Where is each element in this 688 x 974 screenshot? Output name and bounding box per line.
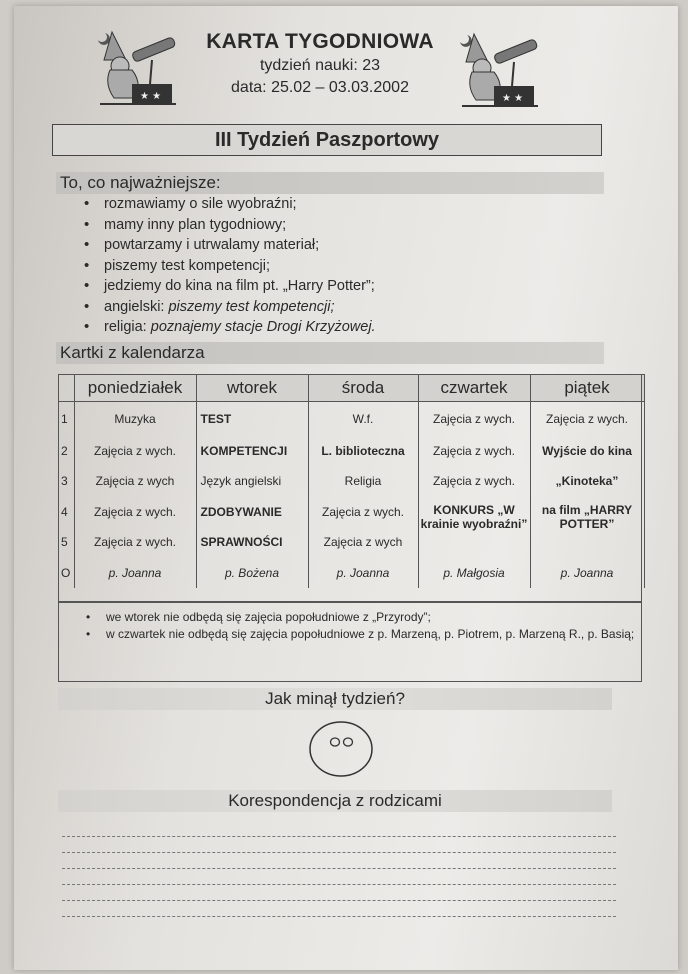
list-item: • we wtorek nie odbędą się zajęcia popołudniowe z „Przyrody”; xyxy=(84,609,644,626)
lesson-number: 4 xyxy=(58,497,74,528)
table-cell: Zajęcia z wych. xyxy=(74,436,196,467)
day-header: czwartek xyxy=(418,375,530,402)
table-cell: Zajęcia z wych. xyxy=(74,497,196,528)
lesson-number: 3 xyxy=(58,466,74,497)
day-header: wtorek xyxy=(196,375,308,402)
list-item: • w czwartek nie odbędą się zajęcia popołudniowe z p. Marzeną, p. Piotrem, p. Marzeną R., p. Basią; xyxy=(84,626,644,643)
writing-line[interactable] xyxy=(62,868,616,869)
table-cell: KOMPETENCJI xyxy=(196,436,308,467)
table-cell: KONKURS „W krainie wyobraźni” xyxy=(418,497,530,558)
table-cell: Muzyka xyxy=(74,402,196,436)
table-cell: Zajęcia z wych. xyxy=(74,527,196,558)
table-row xyxy=(58,558,644,589)
table-cell: TEST xyxy=(196,402,308,436)
list-item: • angielski: piszemy test kompetencji; xyxy=(84,297,376,318)
table-cell: „Kinoteka” xyxy=(530,466,644,497)
table-cell: Zajęcia z wych. xyxy=(530,402,644,436)
teacher-cell: p. Bożena xyxy=(196,558,308,589)
list-item: • mamy inny plan tygodniowy; xyxy=(84,215,376,236)
day-header: piątek xyxy=(530,375,644,402)
date-range: data: 25.02 – 03.03.2002 xyxy=(231,79,409,96)
writing-line[interactable] xyxy=(62,884,616,885)
table-cell: W.f. xyxy=(308,402,418,436)
table-cell: SPRAWNOŚCI xyxy=(196,527,308,558)
row-number-header xyxy=(58,375,74,402)
writing-line[interactable] xyxy=(62,900,616,901)
table-cell: L. biblioteczna xyxy=(308,436,418,467)
table-cell: Zajęcia z wych. xyxy=(308,497,418,528)
table-cell: ZDOBYWANIE xyxy=(196,497,308,528)
svg-text:★ ★: ★ ★ xyxy=(140,91,162,102)
table-cell: Religia xyxy=(308,466,418,497)
list-item: • piszemy test kompetencji; xyxy=(84,256,376,277)
lesson-number: 2 xyxy=(58,436,74,467)
correspondence-heading: Korespondencja z rodzicami xyxy=(58,790,612,812)
list-item: • jedziemy do kina na film pt. „Harry Potter”; xyxy=(84,276,376,297)
table-row xyxy=(58,466,644,497)
week-banner: III Tydzień Paszportowy xyxy=(52,124,602,156)
table-cell: Wyjście do kina xyxy=(530,436,644,467)
table-row xyxy=(58,402,644,436)
wizard-telescope-icon xyxy=(90,26,186,110)
list-item: • powtarzamy i utrwalamy materiał; xyxy=(84,235,376,256)
table-row xyxy=(58,497,644,528)
svg-text:★ ★: ★ ★ xyxy=(502,93,524,104)
table-cell: Zajęcia z wych. xyxy=(418,436,530,467)
calendar-heading: Kartki z kalendarza xyxy=(56,342,604,364)
writing-line[interactable] xyxy=(62,852,616,853)
important-list xyxy=(84,194,376,338)
notes-list xyxy=(84,609,644,643)
table-cell: Zajęcia z wych. xyxy=(418,466,530,497)
schedule-table xyxy=(58,374,645,588)
important-heading: To, co najważniejsze: xyxy=(56,172,604,194)
table-row xyxy=(58,436,644,467)
table-cell: Zajęcia z wych xyxy=(308,527,418,558)
page-title: KARTA TYGODNIOWA xyxy=(206,30,434,53)
teacher-cell: p. Joanna xyxy=(308,558,418,589)
teacher-cell: p. Joanna xyxy=(74,558,196,589)
face-drawing-icon xyxy=(308,720,374,778)
writing-line[interactable] xyxy=(62,836,616,837)
list-item: • rozmawiamy o sile wyobraźni; xyxy=(84,194,376,215)
table-cell: Zajęcia z wych xyxy=(74,466,196,497)
teacher-cell: p. Joanna xyxy=(530,558,644,589)
lesson-number: 1 xyxy=(58,402,74,436)
teacher-cell: p. Małgosia xyxy=(418,558,530,589)
table-cell: Zajęcia z wych. xyxy=(418,402,530,436)
lesson-number: O xyxy=(58,558,74,589)
week-summary-heading: Jak minął tydzień? xyxy=(58,688,612,710)
day-header: środa xyxy=(308,375,418,402)
day-header: poniedziałek xyxy=(74,375,196,402)
table-cell: Język angielski xyxy=(196,466,308,497)
list-item: • religia: poznajemy stacje Drogi Krzyżowej. xyxy=(84,317,376,338)
table-cell: na film „HARRY POTTER” xyxy=(530,497,644,558)
writing-line[interactable] xyxy=(62,916,616,917)
week-number: tydzień nauki: 23 xyxy=(259,57,381,74)
wizard-telescope-icon xyxy=(452,28,548,112)
lesson-number: 5 xyxy=(58,527,74,558)
